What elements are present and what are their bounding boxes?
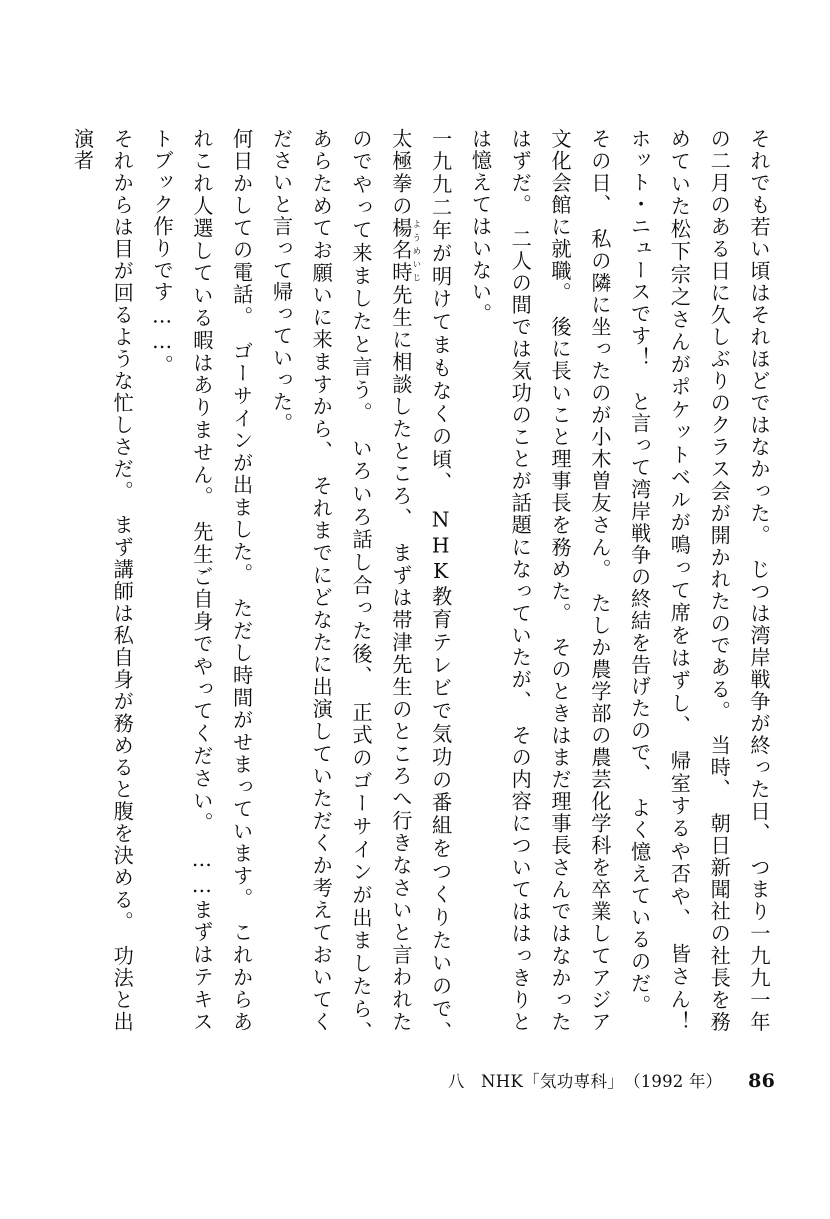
footer-chapter-title: NHK「気功専科」 xyxy=(480,1072,625,1091)
paragraph-3-segment-1: 一九九二年が明けてまもなくの頃、 NHK教育テレビで気功の番組をつくりたいので、 太極拳の xyxy=(388,128,453,1055)
vertical-text-body xyxy=(52,128,778,1055)
page-number: 86 xyxy=(748,1070,775,1092)
paragraph-4: 何日かしての電話。 ゴーサインが出ました。 ただし時間がせまっています。 これからあれこれ人選している暇はありません。 先生ご自身でやってください。 ……まずはテキストブック作りです……。 xyxy=(150,128,254,1033)
ruby-yomeiji xyxy=(388,217,422,285)
ruby-annotation-text: ようめいじ xyxy=(411,217,422,284)
paragraph-3 xyxy=(261,128,460,1055)
footer-year: （1992 年） xyxy=(624,1072,723,1091)
paragraph-3-segment-2: 先生に相談したところ、 まずは帯津先生のところへ行きなさいと言われたのでやって来ましたと言う。 いろいろ話し合った後、 正式のゴーサインが出ましたら、 あらためてお願いに来ますから、 それまでにどなたに出演していただくか考えておいてくださいと言って帰っていった。 xyxy=(269,128,413,1055)
ruby-base-text: 楊名時 xyxy=(388,217,413,285)
footer-chapter-number: 八 xyxy=(447,1072,465,1091)
paragraph-2: その日、 私の隣に坐ったのが小木曽友さん。 たしか農学部の農芸化学科を卒業してアジア文化会館に就職。 後に長いこと理事長を務めた。 そのときはまだ理事長さんではなかったはずだ。 二人の間では気功のことが話題になっていたが、 その内容についてははっきりとは憶えてはいない。 xyxy=(468,128,612,1033)
page-footer xyxy=(0,1068,830,1098)
paragraph-1: それでも若い頃はそれほどではなかった。 じつは湾岸戦争が終った日、 つまり一九九一年の二月のある日に久しぶりのクラス会が開かれたのである。 当時、 朝日新聞社の社長を務めていた松下宗之さんがポケットベルが鳴って席をはずし、 帰室するや否や、 皆さん！ ホット・ニュースです！ と言って湾岸戦争の終結を告げたので、 よく憶えているのだ。 xyxy=(627,128,771,1055)
paragraph-5: それからは目が回るような忙しさだ。 まず講師は私自身が務めると腹を決める。 功法と出演者 xyxy=(70,128,135,1033)
